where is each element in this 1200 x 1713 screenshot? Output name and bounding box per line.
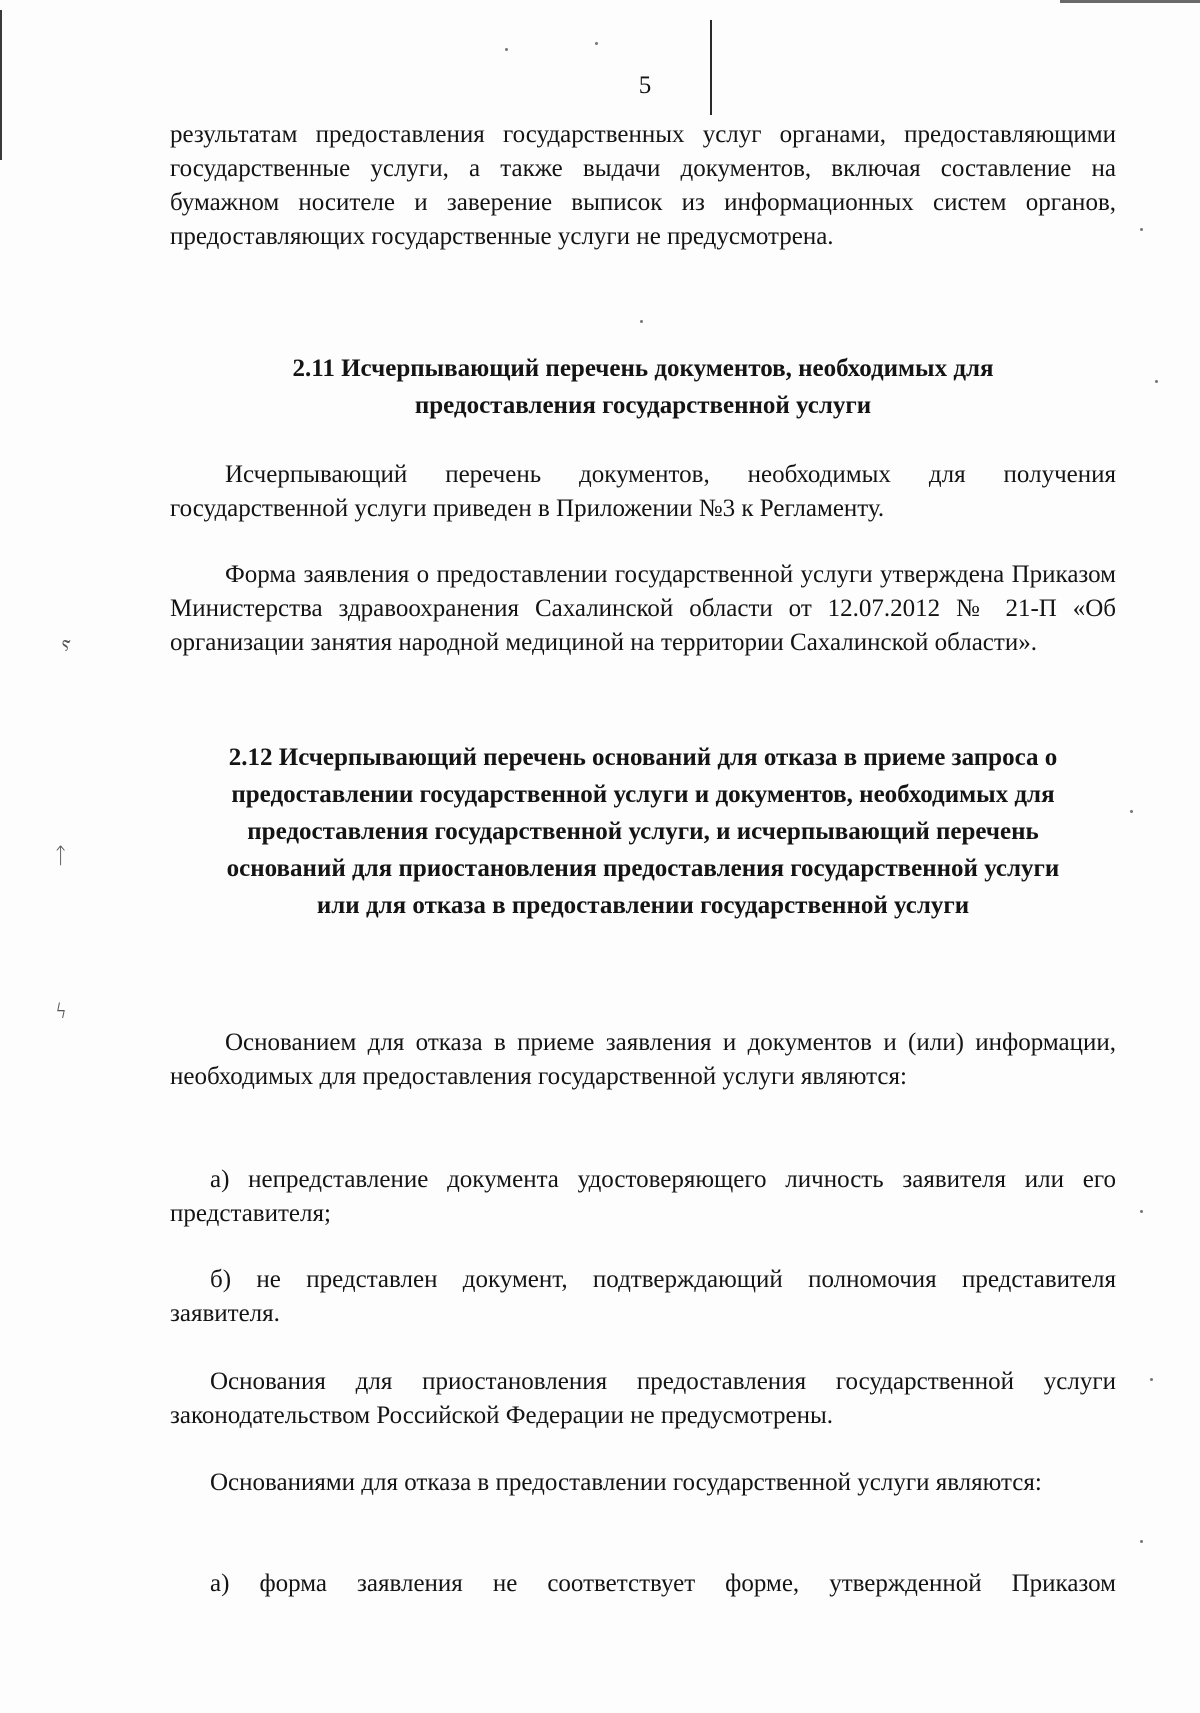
scan-dot — [640, 320, 643, 323]
scan-dot — [1140, 228, 1143, 231]
scan-mark: ᛏ — [54, 843, 68, 868]
scan-dot — [1140, 1540, 1143, 1543]
scan-dot — [1140, 1210, 1143, 1213]
scan-dot — [595, 42, 598, 45]
list-item-b: б) не представлен документ, подтверждающий полномочия представителя заявителя. — [170, 1266, 1116, 1327]
paragraph-application-form: Форма заявления о предоставлении государственной услуги утверждена Приказом Министерства здравоохранения Сахалинской области от 12.07.2012 № 21-П «Об организации занятия народной медициной на территории Сахалинской области». — [170, 561, 1116, 656]
paragraph-suspension-grounds: Основания для приостановления предоставления государственной услуги законодательством Российской Федерации не предусмотрены. — [170, 1368, 1116, 1429]
scan-dot — [1130, 810, 1133, 813]
scan-dot — [1150, 1378, 1153, 1381]
scan-mark: ϟ — [56, 998, 66, 1023]
paragraph-refusal-service-grounds: Основаниями для отказа в предоставлении государственной услуги являются: — [210, 1469, 1042, 1496]
page-number: 5 — [638, 72, 652, 99]
scan-fold-line — [710, 20, 712, 115]
list-item-a: а) непредставление документа удостоверяющего личность заявителя или его представителя; — [170, 1166, 1116, 1227]
scan-dot — [1155, 380, 1158, 383]
section-heading-2-12: 2.12 Исчерпывающий перечень оснований для отказа в приеме запроса о предоставлении государственной услуги и документов, необходимых для предоставления государственной услуги, и исчерпывающий перечень оснований для приостановления предоставления государственной услуги или для отказа в предоставлении государственной услуги — [226, 744, 1060, 919]
section-heading-2-11: 2.11 Исчерпывающий перечень документов, необходимых для предоставления государственной услуги — [292, 355, 994, 419]
paragraph-continuation: результатам предоставления государственных услуг органами, предоставляющими государственные услуги, а также выдачи документов, включая составление на бумажном носителе и заверение выписок из информационных систем органов, предоставляющих государственные услуги не предусмотрена. — [170, 121, 1116, 250]
paragraph-documents-list: Исчерпывающий перечень документов, необходимых для получения государственной услуги приведен в Приложении №3 к Регламенту. — [170, 461, 1116, 522]
scan-dot — [505, 48, 508, 51]
scan-edge-left — [0, 10, 2, 160]
scan-mark: ⲋ — [62, 630, 71, 655]
paragraph-refusal-grounds-intro: Основанием для отказа в приеме заявления и документов и (или) информации, необходимых для предоставления государственной услуги являются: — [170, 1029, 1116, 1090]
list-item-a-form: а) форма заявления не соответствует форме, утвержденной Приказом — [210, 1570, 1116, 1597]
scan-edge-top — [1060, 0, 1200, 3]
